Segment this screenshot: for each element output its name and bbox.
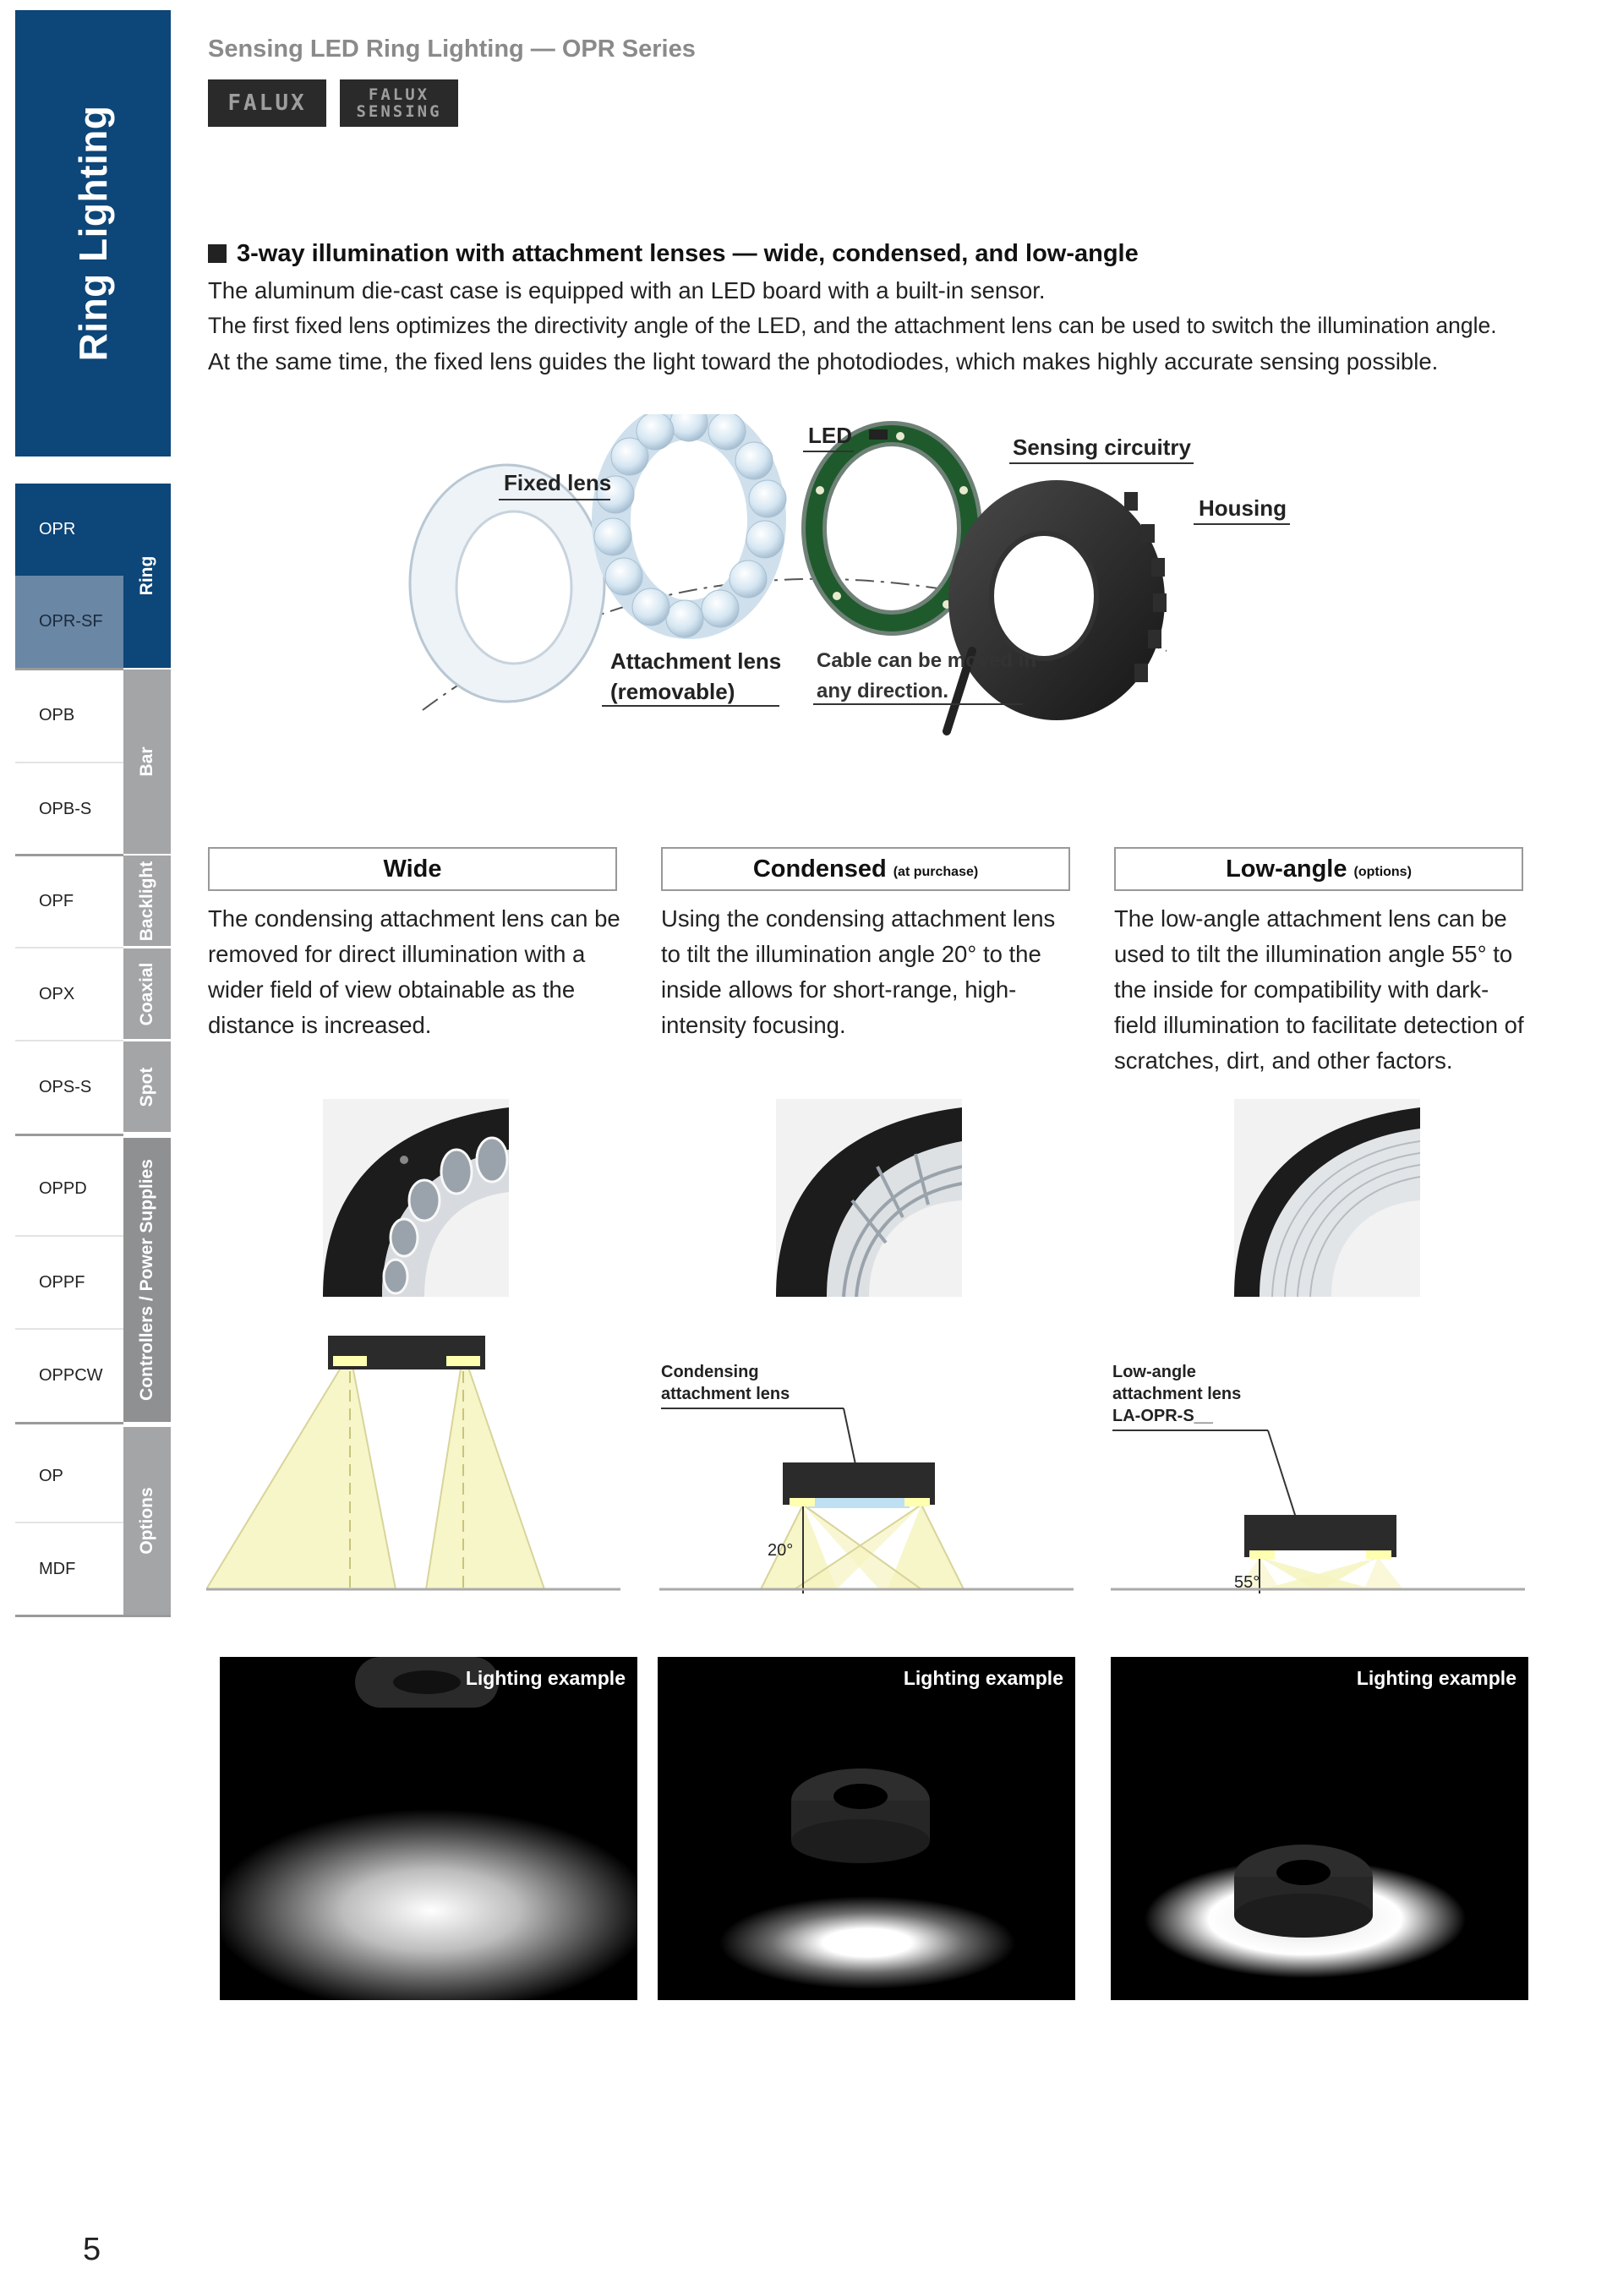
mode-description-condensed: Using the condensing attachment lens to tilt the illumination angle 20° to the inside allows for short-range, high-intensity focusing. [661,905,1056,1038]
callout-line: LA-OPR-S__ [1112,1407,1213,1425]
angle-label-condensed: 20° [768,1541,794,1560]
nav-category-label: Ring [137,555,156,596]
mode-box-condensed [661,847,1070,891]
callout-line: attachment lens [1112,1385,1242,1403]
low-angle-beam-diagram [1111,1336,1533,1615]
nav-category-label: Options [137,1487,156,1555]
nav-item-label: OPX [39,985,75,1003]
intro-line: The first fixed lens optimizes the directivity angle of the LED, and the attachment lens can be used to switch the illumination angle. [208,313,1497,338]
nav-item-label: OP [39,1467,63,1485]
page-number: 5 [83,2232,101,2267]
nav-category-bar[interactable] [123,670,171,854]
label-line: any direction. [817,680,949,702]
logo-text: FALUX SENSING [356,85,442,121]
nav-item-label: OPB [39,706,75,724]
callout-line: Low-angle [1112,1363,1196,1381]
nav-item-opr[interactable] [15,484,123,576]
mode-box-low-angle [1114,847,1523,891]
label-attachment-lens [610,646,781,707]
nav-item-oppcw[interactable] [15,1330,123,1422]
nav-item-oppf[interactable] [15,1237,123,1329]
lighting-example-low-angle [1111,1657,1528,2000]
leader-line [499,499,610,500]
condensed-beam-diagram [659,1336,1082,1615]
wide-lens-photo [323,1099,509,1297]
label-cable [817,646,1036,707]
mode-title: Condensed [752,855,887,883]
mode-title: Low-angle [1226,855,1347,883]
nav-item-label: OPPF [39,1273,85,1292]
leader-line [803,451,854,452]
nav-item-label: MDF [39,1560,76,1578]
lighting-example-image [658,1657,1075,2000]
leader-line [1194,523,1290,525]
lighting-example-image [1111,1657,1528,2000]
mode-note: (options) [1353,865,1412,879]
callout-line: attachment lens [661,1385,790,1403]
nav-category-coaxial[interactable] [123,948,171,1039]
nav-category-spot[interactable] [123,1041,171,1132]
intro-line: At the same time, the fixed lens guides the light toward the photodiodes, which makes highly accurate sensing possible. [208,348,1439,374]
falux-sensing-logo [340,79,458,127]
nav-category-backlight[interactable] [123,856,171,946]
lighting-example-label: Lighting example [1356,1667,1516,1689]
lighting-example-condensed [658,1657,1075,2000]
nav-item-label: OPS-S [39,1078,92,1096]
mode-note: (at purchase) [893,865,979,879]
nav-item-mdf[interactable] [15,1523,123,1615]
callout-line: Condensing [661,1363,759,1381]
nav-item-opf[interactable] [15,856,123,948]
intro-heading-text: 3-way illumination with attachment lenses — wide, condensed, and low-angle [237,240,1139,267]
led-board-image [814,429,970,623]
label-led: LED [808,423,852,448]
leader-line [1009,462,1194,464]
nav-category-ring[interactable] [123,484,171,668]
nav-item-label: OPPCW [39,1366,103,1385]
nav-item-opx[interactable] [15,948,123,1041]
side-banner [15,10,171,456]
nav-item-oppd[interactable] [15,1143,123,1235]
label-line: Cable can be moved in [817,649,1037,672]
nav-item-label: OPR [39,520,76,538]
nav-item-opb[interactable] [15,670,123,762]
page-title: Sensing LED Ring Lighting — OPR Series [208,36,696,63]
label-housing: Housing [1199,495,1287,521]
side-title: Ring Lighting [71,105,115,362]
nav-category-label: Coaxial [137,962,156,1025]
nav-item-label: OPPD [39,1179,87,1198]
label-sensing-circuitry: Sensing circuitry [1013,435,1191,460]
nav-category-label: Spot [137,1067,156,1107]
nav-item-opr-sf[interactable] [15,576,123,668]
nav-category-options[interactable] [123,1427,171,1615]
wide-beam-diagram [206,1336,629,1615]
label-line: (removable) [610,679,735,704]
condensed-lens-photo [776,1099,962,1297]
lighting-example-wide [220,1657,637,2000]
lighting-example-image [220,1657,637,2000]
angle-label-low-angle: 55° [1234,1573,1260,1592]
nav-item-label: OPR-SF [39,612,103,631]
attachment-lens-image [594,414,786,637]
nav-divider [15,1134,123,1136]
nav-divider [15,1422,123,1424]
label-line: Attachment lens [610,648,782,674]
fixed-lens-image [410,465,604,702]
nav-category-label: Controllers / Power Supplies [137,1159,156,1401]
logo-text: FALUX [227,90,307,116]
nav-category-label: Backlight [137,861,156,941]
mode-title: Wide [383,855,442,883]
mode-box-wide [208,847,617,891]
leader-line [813,703,1023,705]
intro-heading [208,240,1139,268]
mode-description-low-angle: The low-angle attachment lens can be used to tilt the illumination angle 55° to the inside for compatibility with dark-field illumination to facilitate detection of scratches, dirt, and other factors. [1114,905,1524,1074]
nav-category-label: Bar [137,746,156,777]
nav-item-op[interactable] [15,1430,123,1522]
nav-divider [15,1615,171,1617]
intro-line: The aluminum die-cast case is equipped with an LED board with a built-in sensor. [208,277,1046,303]
nav-item-opb-s[interactable] [15,763,123,856]
nav-item-label: OPF [39,892,74,910]
low-angle-lens-photo [1234,1099,1420,1297]
leader-line [602,705,779,707]
nav-category-controllers[interactable] [123,1138,171,1422]
square-bullet-icon [208,244,227,263]
mode-description-wide: The condensing attachment lens can be removed for direct illumination with a wider field of view obtainable as the distance is increased. [208,905,620,1038]
lighting-example-label: Lighting example [465,1667,626,1689]
falux-logo [208,79,326,127]
label-fixed-lens: Fixed lens [504,470,612,495]
lighting-example-label: Lighting example [903,1667,1063,1689]
nav-item-ops-s[interactable] [15,1041,123,1134]
nav-item-label: OPB-S [39,800,92,818]
